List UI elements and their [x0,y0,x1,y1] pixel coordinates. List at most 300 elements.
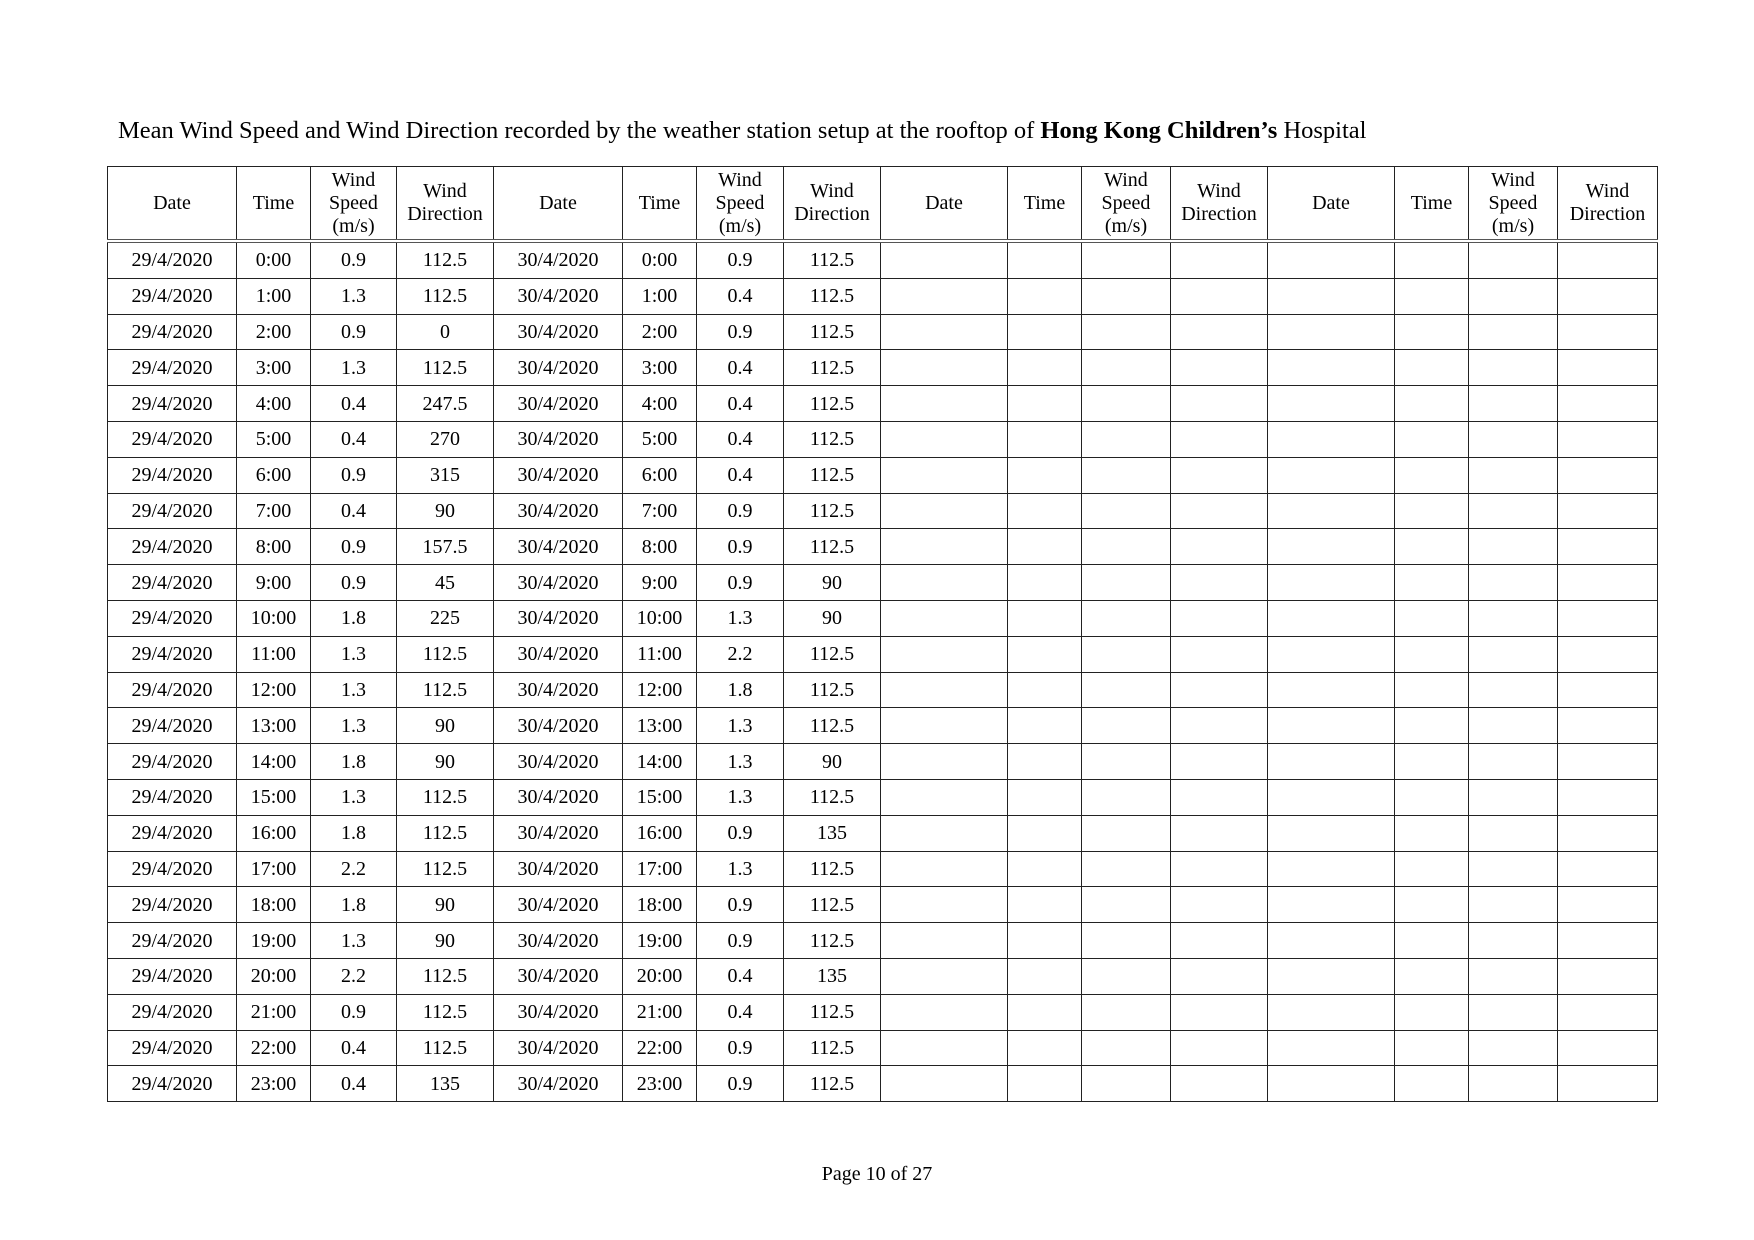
time-cell: 14:00 [237,744,311,780]
time-cell [1008,744,1082,780]
date-cell: 30/4/2020 [494,923,623,959]
date-cell [1268,744,1395,780]
wind-speed-cell [1469,314,1558,350]
wind-direction-cell: 247.5 [397,386,494,422]
date-cell [1268,887,1395,923]
date-cell [1268,493,1395,529]
time-cell [1008,457,1082,493]
date-cell: 30/4/2020 [494,600,623,636]
wind-direction-cell: 112.5 [784,1066,881,1102]
header-date-0 [108,167,237,242]
time-cell [1008,779,1082,815]
date-cell [881,851,1008,887]
wind-speed-cell [1082,815,1171,851]
table-row [108,278,1658,314]
table-row [108,350,1658,386]
wind-direction-cell: 112.5 [784,457,881,493]
header-wind-speed-0-label: (m/s) [332,214,375,237]
time-cell: 16:00 [237,815,311,851]
date-cell: 29/4/2020 [108,851,237,887]
date-cell [881,350,1008,386]
time-cell: 7:00 [623,493,697,529]
wind-direction-cell: 112.5 [784,923,881,959]
wind-direction-cell [1558,744,1658,780]
wind-speed-cell [1082,1030,1171,1066]
header-wind-direction-1-label: Wind [810,180,854,202]
wind-data-table [107,166,1658,1102]
date-cell: 30/4/2020 [494,708,623,744]
time-cell [1395,958,1469,994]
wind-speed-cell: 1.8 [311,815,397,851]
wind-direction-cell [1171,278,1268,314]
table-row [108,744,1658,780]
wind-direction-cell: 112.5 [784,636,881,672]
time-cell [1008,386,1082,422]
time-cell [1395,457,1469,493]
time-cell: 5:00 [237,421,311,457]
wind-speed-cell [1082,636,1171,672]
time-cell: 3:00 [623,350,697,386]
time-cell [1008,600,1082,636]
wind-speed-cell: 0.4 [697,278,784,314]
time-cell: 22:00 [623,1030,697,1066]
date-cell [1268,923,1395,959]
time-cell [1008,851,1082,887]
date-cell [881,386,1008,422]
wind-direction-cell: 112.5 [784,386,881,422]
wind-direction-cell: 0 [397,314,494,350]
date-cell [1268,529,1395,565]
wind-direction-cell [1171,994,1268,1030]
wind-speed-cell [1082,350,1171,386]
wind-speed-cell [1082,278,1171,314]
header-date-3 [1268,167,1395,242]
wind-direction-cell: 112.5 [397,241,494,278]
date-cell: 29/4/2020 [108,923,237,959]
time-cell: 10:00 [237,600,311,636]
time-cell [1008,350,1082,386]
wind-direction-cell: 90 [397,923,494,959]
time-cell [1395,779,1469,815]
wind-speed-cell: 0.4 [697,386,784,422]
date-cell: 30/4/2020 [494,851,623,887]
wind-speed-cell [1469,350,1558,386]
date-cell [881,421,1008,457]
wind-speed-cell [1082,386,1171,422]
wind-speed-cell: 1.3 [697,600,784,636]
header-wind-direction-0-label: Wind [423,180,467,202]
wind-speed-cell: 0.4 [311,386,397,422]
date-cell [1268,457,1395,493]
date-cell: 29/4/2020 [108,636,237,672]
wind-direction-cell: 112.5 [397,815,494,851]
header-wind-direction-0-label: Direction [407,203,483,225]
wind-speed-cell: 0.9 [697,529,784,565]
date-cell [1268,314,1395,350]
wind-direction-cell: 112.5 [784,672,881,708]
table-row [108,1066,1658,1102]
date-cell: 29/4/2020 [108,241,237,278]
wind-direction-cell: 90 [784,744,881,780]
header-time-0-label: Time [252,191,295,214]
time-cell [1395,421,1469,457]
wind-direction-cell [1171,1066,1268,1102]
header-wind-speed-3-label: Wind [1491,168,1535,191]
wind-direction-cell: 270 [397,421,494,457]
date-cell: 30/4/2020 [494,887,623,923]
time-cell: 0:00 [237,241,311,278]
wind-speed-cell [1469,600,1558,636]
time-cell: 6:00 [237,457,311,493]
wind-speed-cell [1082,529,1171,565]
time-cell [1395,493,1469,529]
table-header-row [108,167,1658,242]
wind-speed-cell: 1.3 [311,350,397,386]
wind-direction-cell [1171,708,1268,744]
date-cell [1268,672,1395,708]
date-cell: 30/4/2020 [494,1030,623,1066]
time-cell: 13:00 [623,708,697,744]
time-cell: 21:00 [623,994,697,1030]
wind-direction-cell [1558,386,1658,422]
header-date-2 [881,167,1008,242]
wind-speed-cell [1469,708,1558,744]
wind-speed-cell [1469,815,1558,851]
header-time-1-label: Time [638,191,681,214]
wind-speed-cell: 1.3 [311,708,397,744]
wind-speed-cell: 1.3 [311,779,397,815]
wind-direction-cell: 225 [397,600,494,636]
date-cell [881,887,1008,923]
wind-direction-cell [1171,421,1268,457]
wind-direction-cell: 112.5 [784,314,881,350]
wind-speed-cell: 0.4 [697,457,784,493]
time-cell [1008,241,1082,278]
date-cell [1268,278,1395,314]
header-wind-direction-1 [784,167,881,242]
time-cell [1395,994,1469,1030]
wind-speed-cell [1469,493,1558,529]
date-cell: 29/4/2020 [108,958,237,994]
time-cell: 8:00 [237,529,311,565]
date-cell: 30/4/2020 [494,994,623,1030]
wind-direction-cell [1558,923,1658,959]
header-wind-direction-3-label: Direction [1569,203,1646,225]
wind-speed-cell [1082,672,1171,708]
date-cell: 30/4/2020 [494,241,623,278]
wind-direction-cell [1171,314,1268,350]
table-row [108,1030,1658,1066]
date-cell [881,529,1008,565]
time-cell [1008,493,1082,529]
table-row [108,887,1658,923]
header-wind-direction-3-label: Wind [1585,180,1630,202]
date-cell: 29/4/2020 [108,278,237,314]
time-cell [1008,887,1082,923]
date-cell: 30/4/2020 [494,815,623,851]
wind-direction-cell: 112.5 [397,350,494,386]
time-cell: 21:00 [237,994,311,1030]
wind-speed-cell: 0.4 [697,994,784,1030]
time-cell [1395,350,1469,386]
date-cell: 30/4/2020 [494,493,623,529]
date-cell: 29/4/2020 [108,529,237,565]
title-text-end: Hospital [1277,117,1367,144]
date-cell: 30/4/2020 [494,529,623,565]
date-cell [1268,1030,1395,1066]
time-cell: 3:00 [237,350,311,386]
wind-speed-cell: 1.8 [311,600,397,636]
time-cell [1395,887,1469,923]
table-row [108,958,1658,994]
date-cell [1268,779,1395,815]
wind-direction-cell [1171,457,1268,493]
date-cell [881,241,1008,278]
wind-direction-cell [1558,1030,1658,1066]
wind-direction-cell [1171,1030,1268,1066]
time-cell [1395,744,1469,780]
wind-speed-cell [1469,744,1558,780]
date-cell [881,958,1008,994]
wind-speed-cell [1469,672,1558,708]
wind-direction-cell: 45 [397,565,494,601]
time-cell: 5:00 [623,421,697,457]
table-body [108,241,1658,1102]
date-cell: 30/4/2020 [494,314,623,350]
header-wind-direction-2-label: Wind [1197,180,1241,202]
wind-speed-cell: 0.9 [697,1030,784,1066]
table-row [108,600,1658,636]
date-cell: 29/4/2020 [108,493,237,529]
header-wind-speed-1-label: Wind [718,168,762,191]
date-cell [1268,565,1395,601]
wind-speed-cell: 0.9 [697,887,784,923]
wind-speed-cell: 0.9 [697,923,784,959]
time-cell [1395,636,1469,672]
date-cell [1268,636,1395,672]
wind-direction-cell [1171,887,1268,923]
header-time-2-label: Time [1023,191,1066,214]
header-wind-direction-2-label: Direction [1181,203,1257,225]
table-row [108,923,1658,959]
wind-direction-cell [1171,565,1268,601]
wind-speed-cell [1469,887,1558,923]
date-cell: 30/4/2020 [494,779,623,815]
time-cell [1395,1030,1469,1066]
time-cell [1008,958,1082,994]
date-cell [881,457,1008,493]
header-wind-speed-2 [1082,167,1171,242]
wind-speed-cell [1082,241,1171,278]
date-cell: 29/4/2020 [108,565,237,601]
date-cell [1268,994,1395,1030]
date-cell: 29/4/2020 [108,672,237,708]
header-wind-speed-1 [697,167,784,242]
wind-speed-cell [1082,708,1171,744]
table-row [108,672,1658,708]
time-cell: 2:00 [237,314,311,350]
wind-direction-cell [1558,672,1658,708]
wind-speed-cell: 1.3 [697,744,784,780]
wind-speed-cell [1082,600,1171,636]
wind-direction-cell: 90 [784,565,881,601]
time-cell [1008,923,1082,959]
wind-speed-cell [1469,851,1558,887]
date-cell [1268,241,1395,278]
wind-direction-cell [1171,386,1268,422]
wind-speed-cell: 1.8 [311,744,397,780]
wind-speed-cell [1469,278,1558,314]
date-cell: 30/4/2020 [494,565,623,601]
date-cell [1268,958,1395,994]
time-cell [1008,565,1082,601]
wind-speed-cell: 1.8 [311,887,397,923]
time-cell: 20:00 [237,958,311,994]
header-time-0 [237,167,311,242]
date-cell [1268,815,1395,851]
date-cell: 29/4/2020 [108,314,237,350]
wind-direction-cell: 112.5 [784,779,881,815]
wind-direction-cell: 112.5 [397,994,494,1030]
table-row [108,493,1658,529]
table-row [108,457,1658,493]
date-cell: 30/4/2020 [494,350,623,386]
wind-speed-cell [1082,887,1171,923]
wind-speed-cell [1082,744,1171,780]
header-wind-speed-3-label: (m/s) [1491,214,1535,237]
wind-speed-cell: 0.9 [697,493,784,529]
wind-direction-cell: 112.5 [784,350,881,386]
wind-direction-cell: 112.5 [784,241,881,278]
time-cell: 23:00 [237,1066,311,1102]
wind-speed-cell: 0.4 [311,1030,397,1066]
wind-direction-cell: 112.5 [784,278,881,314]
wind-direction-cell [1558,350,1658,386]
time-cell [1008,636,1082,672]
time-cell: 8:00 [623,529,697,565]
wind-direction-cell: 90 [784,600,881,636]
wind-direction-cell: 112.5 [397,851,494,887]
header-wind-direction-1-label: Direction [794,203,870,225]
wind-speed-cell: 1.3 [311,672,397,708]
wind-speed-cell [1469,1066,1558,1102]
wind-direction-cell [1171,636,1268,672]
wind-direction-cell [1171,779,1268,815]
time-cell [1395,314,1469,350]
date-cell: 30/4/2020 [494,636,623,672]
wind-speed-cell [1082,421,1171,457]
wind-direction-cell: 112.5 [784,493,881,529]
wind-speed-cell [1082,1066,1171,1102]
table-row [108,779,1658,815]
table-row [108,421,1658,457]
date-cell: 29/4/2020 [108,815,237,851]
date-cell: 30/4/2020 [494,1066,623,1102]
date-cell: 30/4/2020 [494,386,623,422]
wind-speed-cell [1082,923,1171,959]
time-cell: 19:00 [623,923,697,959]
wind-speed-cell: 0.9 [697,815,784,851]
time-cell [1008,421,1082,457]
wind-direction-cell [1171,672,1268,708]
time-cell [1008,815,1082,851]
date-cell: 30/4/2020 [494,421,623,457]
time-cell: 4:00 [237,386,311,422]
date-cell [1268,708,1395,744]
time-cell: 9:00 [237,565,311,601]
wind-direction-cell: 112.5 [784,851,881,887]
date-cell: 29/4/2020 [108,779,237,815]
wind-speed-cell [1082,851,1171,887]
wind-direction-cell [1171,923,1268,959]
time-cell: 13:00 [237,708,311,744]
wind-direction-cell [1558,779,1658,815]
wind-direction-cell [1171,529,1268,565]
header-wind-speed-0-label: Wind [331,168,376,191]
date-cell [1268,421,1395,457]
header-wind-speed-3 [1469,167,1558,242]
time-cell [1395,529,1469,565]
time-cell [1008,672,1082,708]
date-cell: 30/4/2020 [494,457,623,493]
wind-direction-cell [1171,815,1268,851]
wind-direction-cell [1558,815,1658,851]
wind-direction-cell [1558,529,1658,565]
header-wind-speed-2-label: Speed [1101,191,1151,214]
date-cell: 29/4/2020 [108,421,237,457]
wind-direction-cell [1558,708,1658,744]
date-cell: 29/4/2020 [108,1030,237,1066]
date-cell: 29/4/2020 [108,1066,237,1102]
title-bold-text: Hong Kong Children’s [1040,117,1278,144]
wind-direction-cell [1558,493,1658,529]
date-cell: 30/4/2020 [494,958,623,994]
wind-speed-cell: 1.3 [697,851,784,887]
wind-speed-cell: 1.3 [311,923,397,959]
header-date-3-label: Date [1312,191,1350,214]
wind-direction-cell [1171,744,1268,780]
wind-direction-cell: 112.5 [397,1030,494,1066]
header-date-1-label: Date [539,191,577,214]
header-wind-direction-2 [1171,167,1268,242]
time-cell: 7:00 [237,493,311,529]
header-wind-speed-1-label: Speed [715,191,765,214]
wind-direction-cell [1558,958,1658,994]
wind-direction-cell [1171,958,1268,994]
date-cell: 30/4/2020 [494,278,623,314]
header-time-2 [1008,167,1082,242]
time-cell: 22:00 [237,1030,311,1066]
time-cell: 15:00 [237,779,311,815]
time-cell [1395,815,1469,851]
wind-speed-cell [1469,923,1558,959]
time-cell: 10:00 [623,600,697,636]
wind-speed-cell [1082,314,1171,350]
wind-speed-cell [1469,421,1558,457]
header-date-0-label: Date [153,191,191,214]
wind-direction-cell: 112.5 [784,708,881,744]
wind-direction-cell: 90 [397,887,494,923]
header-time-3 [1395,167,1469,242]
time-cell [1395,565,1469,601]
wind-direction-cell: 112.5 [784,1030,881,1066]
wind-speed-cell [1469,241,1558,278]
date-cell [881,493,1008,529]
wind-direction-cell [1558,851,1658,887]
table-row [108,241,1658,278]
wind-speed-cell: 0.9 [697,314,784,350]
table-row [108,529,1658,565]
